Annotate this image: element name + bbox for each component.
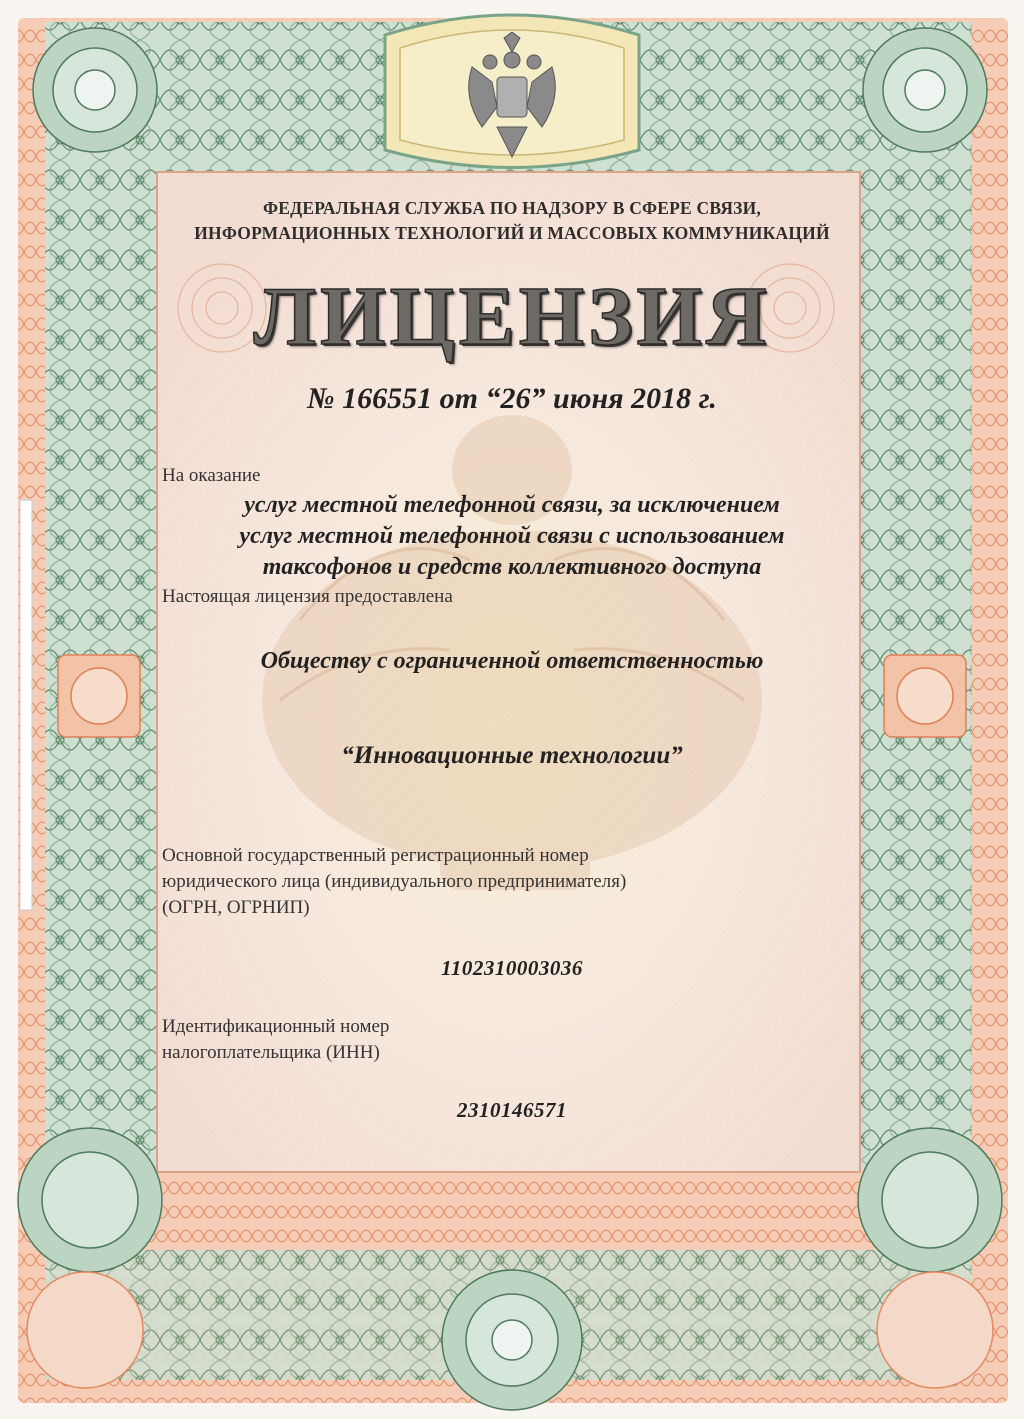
holder-org-form: Обществу с ограниченной ответственностью bbox=[260, 648, 764, 674]
inn-label-line-2: налогоплательщика (ИНН) bbox=[162, 1042, 380, 1063]
inn-value: 2310146571 bbox=[457, 1098, 567, 1122]
agency-line-2: ИНФОРМАЦИОННЫХ ТЕХНОЛОГИЙ И МАССОВЫХ КОММУНИКАЦИЙ bbox=[194, 223, 830, 243]
activity-description bbox=[0, 490, 1024, 583]
holder-org-name: “Инновационные технологии” bbox=[341, 742, 683, 769]
agency-name bbox=[0, 196, 1024, 246]
inn-label-line-1: Идентификационный номер bbox=[162, 1016, 390, 1037]
inn-label bbox=[162, 1014, 389, 1066]
ogrn-label-line-1: Основной государственный регистрационный номер bbox=[162, 845, 589, 866]
activity-line-1: услуг местной телефонной связи, за исключением bbox=[244, 492, 780, 518]
ogrn-label-line-3: (ОГРН, ОГРНИП) bbox=[162, 897, 310, 918]
activity-line-3: таксофонов и средств коллективного доступа bbox=[262, 554, 762, 580]
activity-label: На оказание bbox=[162, 465, 261, 486]
document-title: ЛИЦЕНЗИЯ bbox=[253, 270, 771, 363]
ogrn-label bbox=[162, 843, 626, 921]
license-number-date: № 166551 от “26” июня 2018 г. bbox=[307, 382, 717, 415]
holder-label: Настоящая лицензия предоставлена bbox=[162, 586, 453, 607]
ogrn-value: 1102310003036 bbox=[441, 956, 583, 980]
agency-line-1: ФЕДЕРАЛЬНАЯ СЛУЖБА ПО НАДЗОРУ В СФЕРЕ СВЯЗИ, bbox=[263, 198, 761, 218]
double-headed-eagle-icon bbox=[452, 32, 572, 162]
activity-line-2: услуг местной телефонной связи с использованием bbox=[239, 523, 785, 549]
ogrn-label-line-2: юридического лица (индивидуального предпринимателя) bbox=[162, 871, 627, 892]
